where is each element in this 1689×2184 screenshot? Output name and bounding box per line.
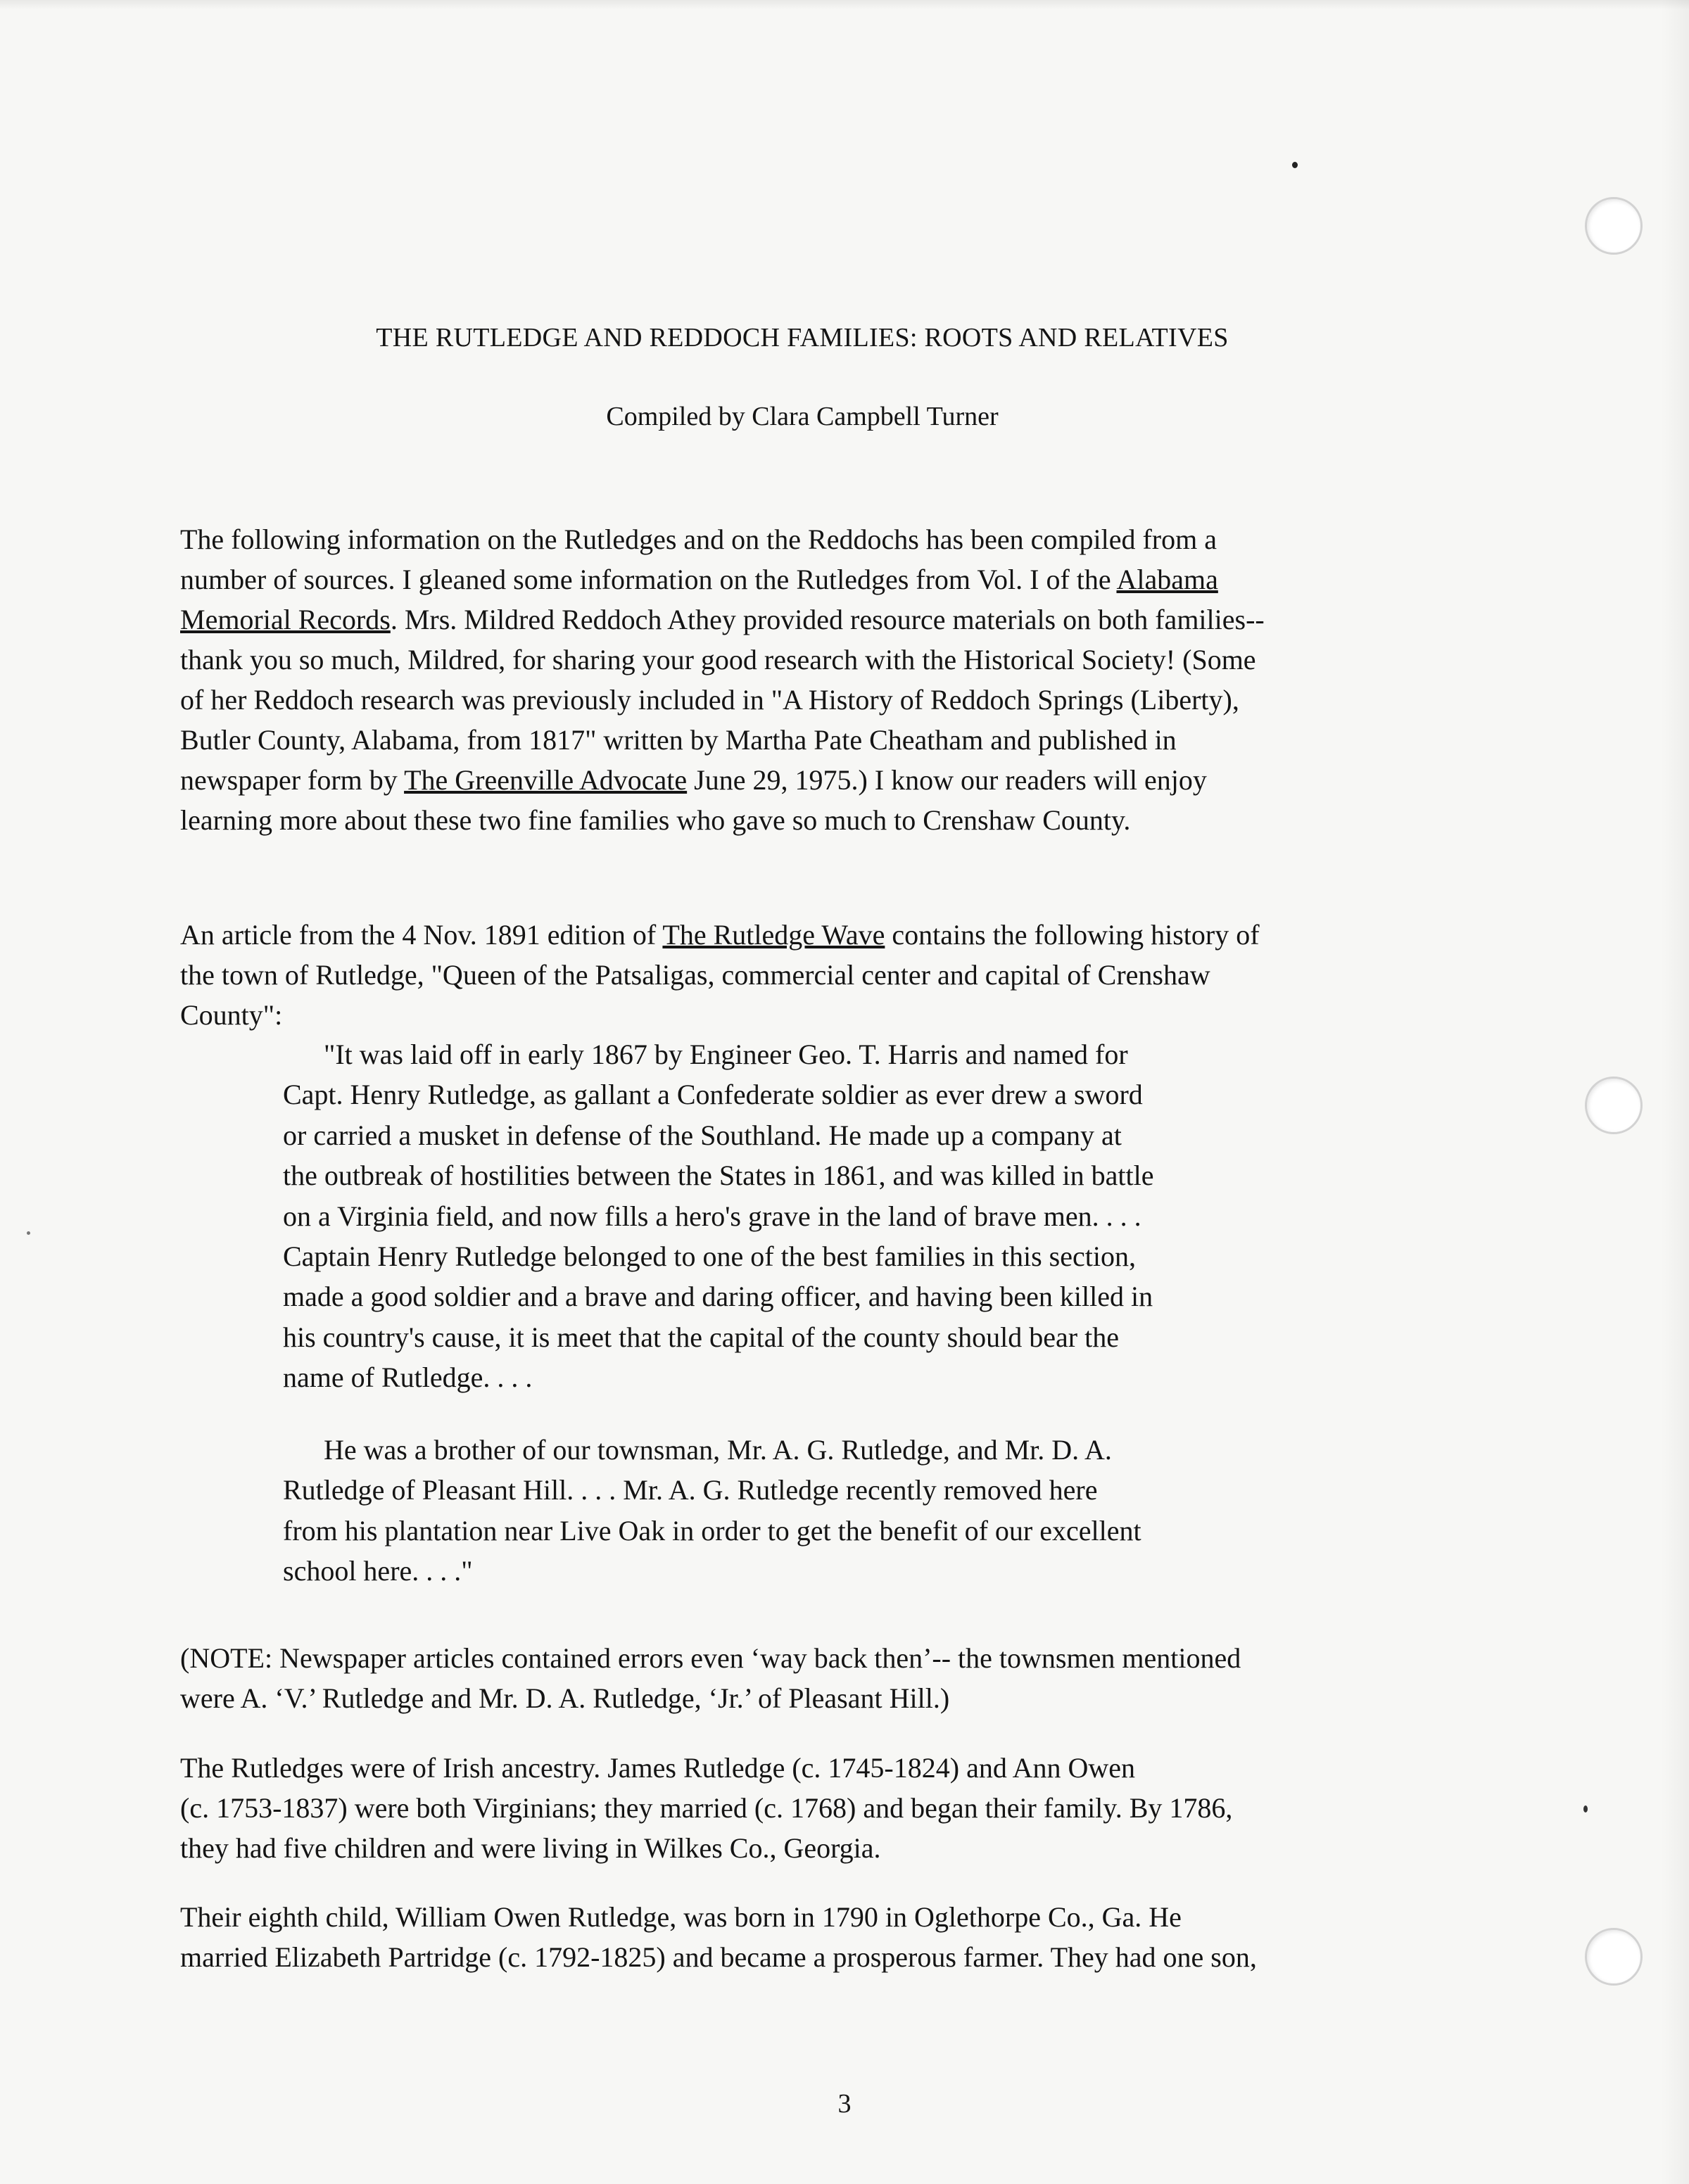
text-line: Rutledge of Pleasant Hill. . . . Mr. A. G. Rutledge recently removed here [283, 1474, 1098, 1506]
text-line [180, 915, 1440, 955]
text-run: number of sources. I gleaned some information on the Rutledges from Vol. I of the [180, 564, 1117, 595]
text-line: the outbreak of hostilities between the States in 1861, and was killed in battle [283, 1160, 1154, 1192]
text-run: contains the following history of [885, 919, 1260, 951]
text-run: An article from the 4 Nov. 1891 edition of [180, 919, 663, 951]
underlined-title: The Rutledge Wave [662, 919, 885, 951]
text-run: . Mrs. Mildred Reddoch Athey provided resource materials on both families-- [390, 604, 1265, 635]
text-line: of her Reddoch research was previously included in "A History of Reddoch Springs (Liberty), [180, 684, 1239, 716]
document-byline: Compiled by Clara Campbell Turner [606, 402, 999, 431]
paragraph-intro [180, 519, 1440, 840]
ink-speck [27, 1231, 30, 1235]
text-line: the town of Rutledge, "Queen of the Patsaligas, commercial center and capital of Crenshaw [180, 959, 1210, 991]
text-line: or carried a musket in defense of the Southland. He made up a company at [283, 1119, 1122, 1151]
page-top-edge [0, 0, 1689, 10]
text-line: made a good soldier and a brave and daring officer, and having been killed in [283, 1281, 1153, 1313]
ink-speck [1292, 162, 1298, 168]
text-line: his country's cause, it is meet that the capital of the county should bear the [283, 1321, 1119, 1353]
paragraph-ancestry [180, 1748, 1440, 1868]
paragraph-article-intro [180, 915, 1440, 1035]
text-line: married Elizabeth Partridge (c. 1792-1825) and became a prosperous farmer. They had one son, [180, 1941, 1257, 1973]
text-line: The Rutledges were of Irish ancestry. James Rutledge (c. 1745-1824) and Ann Owen [180, 1752, 1136, 1784]
page-edge-shadow [1661, 0, 1689, 2184]
text-line [180, 599, 1440, 640]
text-line: on a Virginia field, and now fills a hero's grave in the land of brave men. . . . [283, 1200, 1141, 1232]
ink-speck [1583, 1805, 1588, 1812]
paragraph-eighth-child [180, 1897, 1440, 1977]
binder-hole-top [1585, 197, 1643, 255]
text-run: newspaper form by [180, 764, 405, 796]
text-line: (NOTE: Newspaper articles contained errors even ‘way back then’-- the townsmen mentioned [180, 1642, 1241, 1674]
text-line: thank you so much, Mildred, for sharing your good research with the Historical Society! (Some [180, 644, 1256, 675]
text-run: June 29, 1975.) I know our readers will enjoy [687, 764, 1207, 796]
underlined-title: Alabama [1116, 564, 1218, 595]
paragraph-note [180, 1638, 1440, 1718]
binder-hole-bottom [1585, 1928, 1643, 1986]
text-line: from his plantation near Live Oak in order to get the benefit of our excellent [283, 1514, 1141, 1547]
underlined-title: Memorial Records [180, 604, 391, 635]
text-line: He was a brother of our townsman, Mr. A. G. Rutledge, and Mr. D. A. [324, 1434, 1112, 1466]
text-line: Captain Henry Rutledge belonged to one of the best families in this section, [283, 1240, 1136, 1273]
text-line: name of Rutledge. . . . [283, 1361, 533, 1394]
text-line: Capt. Henry Rutledge, as gallant a Confederate soldier as ever drew a sword [283, 1079, 1143, 1111]
text-line: learning more about these two fine families who gave so much to Crenshaw County. [180, 804, 1131, 836]
block-quote-2 [283, 1430, 1353, 1592]
text-line [180, 760, 1440, 800]
text-line: The following information on the Rutledges and on the Reddochs has been compiled from a [180, 523, 1217, 555]
document-title: THE RUTLEDGE AND REDDOCH FAMILIES: ROOTS AND RELATIVES [376, 323, 1229, 353]
text-line: school here. . . ." [283, 1555, 473, 1587]
binder-hole-middle [1585, 1077, 1643, 1134]
block-quote-1 [283, 1034, 1353, 1398]
text-line: they had five children and were living in Wilkes Co., Georgia. [180, 1832, 881, 1864]
text-line: County": [180, 999, 283, 1031]
text-line: were A. ‘V.’ Rutledge and Mr. D. A. Rutledge, ‘Jr.’ of Pleasant Hill.) [180, 1682, 950, 1714]
page-number: 3 [837, 2089, 852, 2119]
text-line [180, 559, 1440, 599]
text-line: (c. 1753-1837) were both Virginians; they married (c. 1768) and began their family. By 1786, [180, 1792, 1233, 1824]
text-line: "It was laid off in early 1867 by Engineer Geo. T. Harris and named for [324, 1039, 1128, 1070]
text-line: Their eighth child, William Owen Rutledge, was born in 1790 in Oglethorpe Co., Ga. He [180, 1901, 1182, 1933]
text-line: Butler County, Alabama, from 1817" written by Martha Pate Cheatham and published in [180, 724, 1177, 756]
underlined-title: The Greenville Advocate [404, 764, 688, 796]
